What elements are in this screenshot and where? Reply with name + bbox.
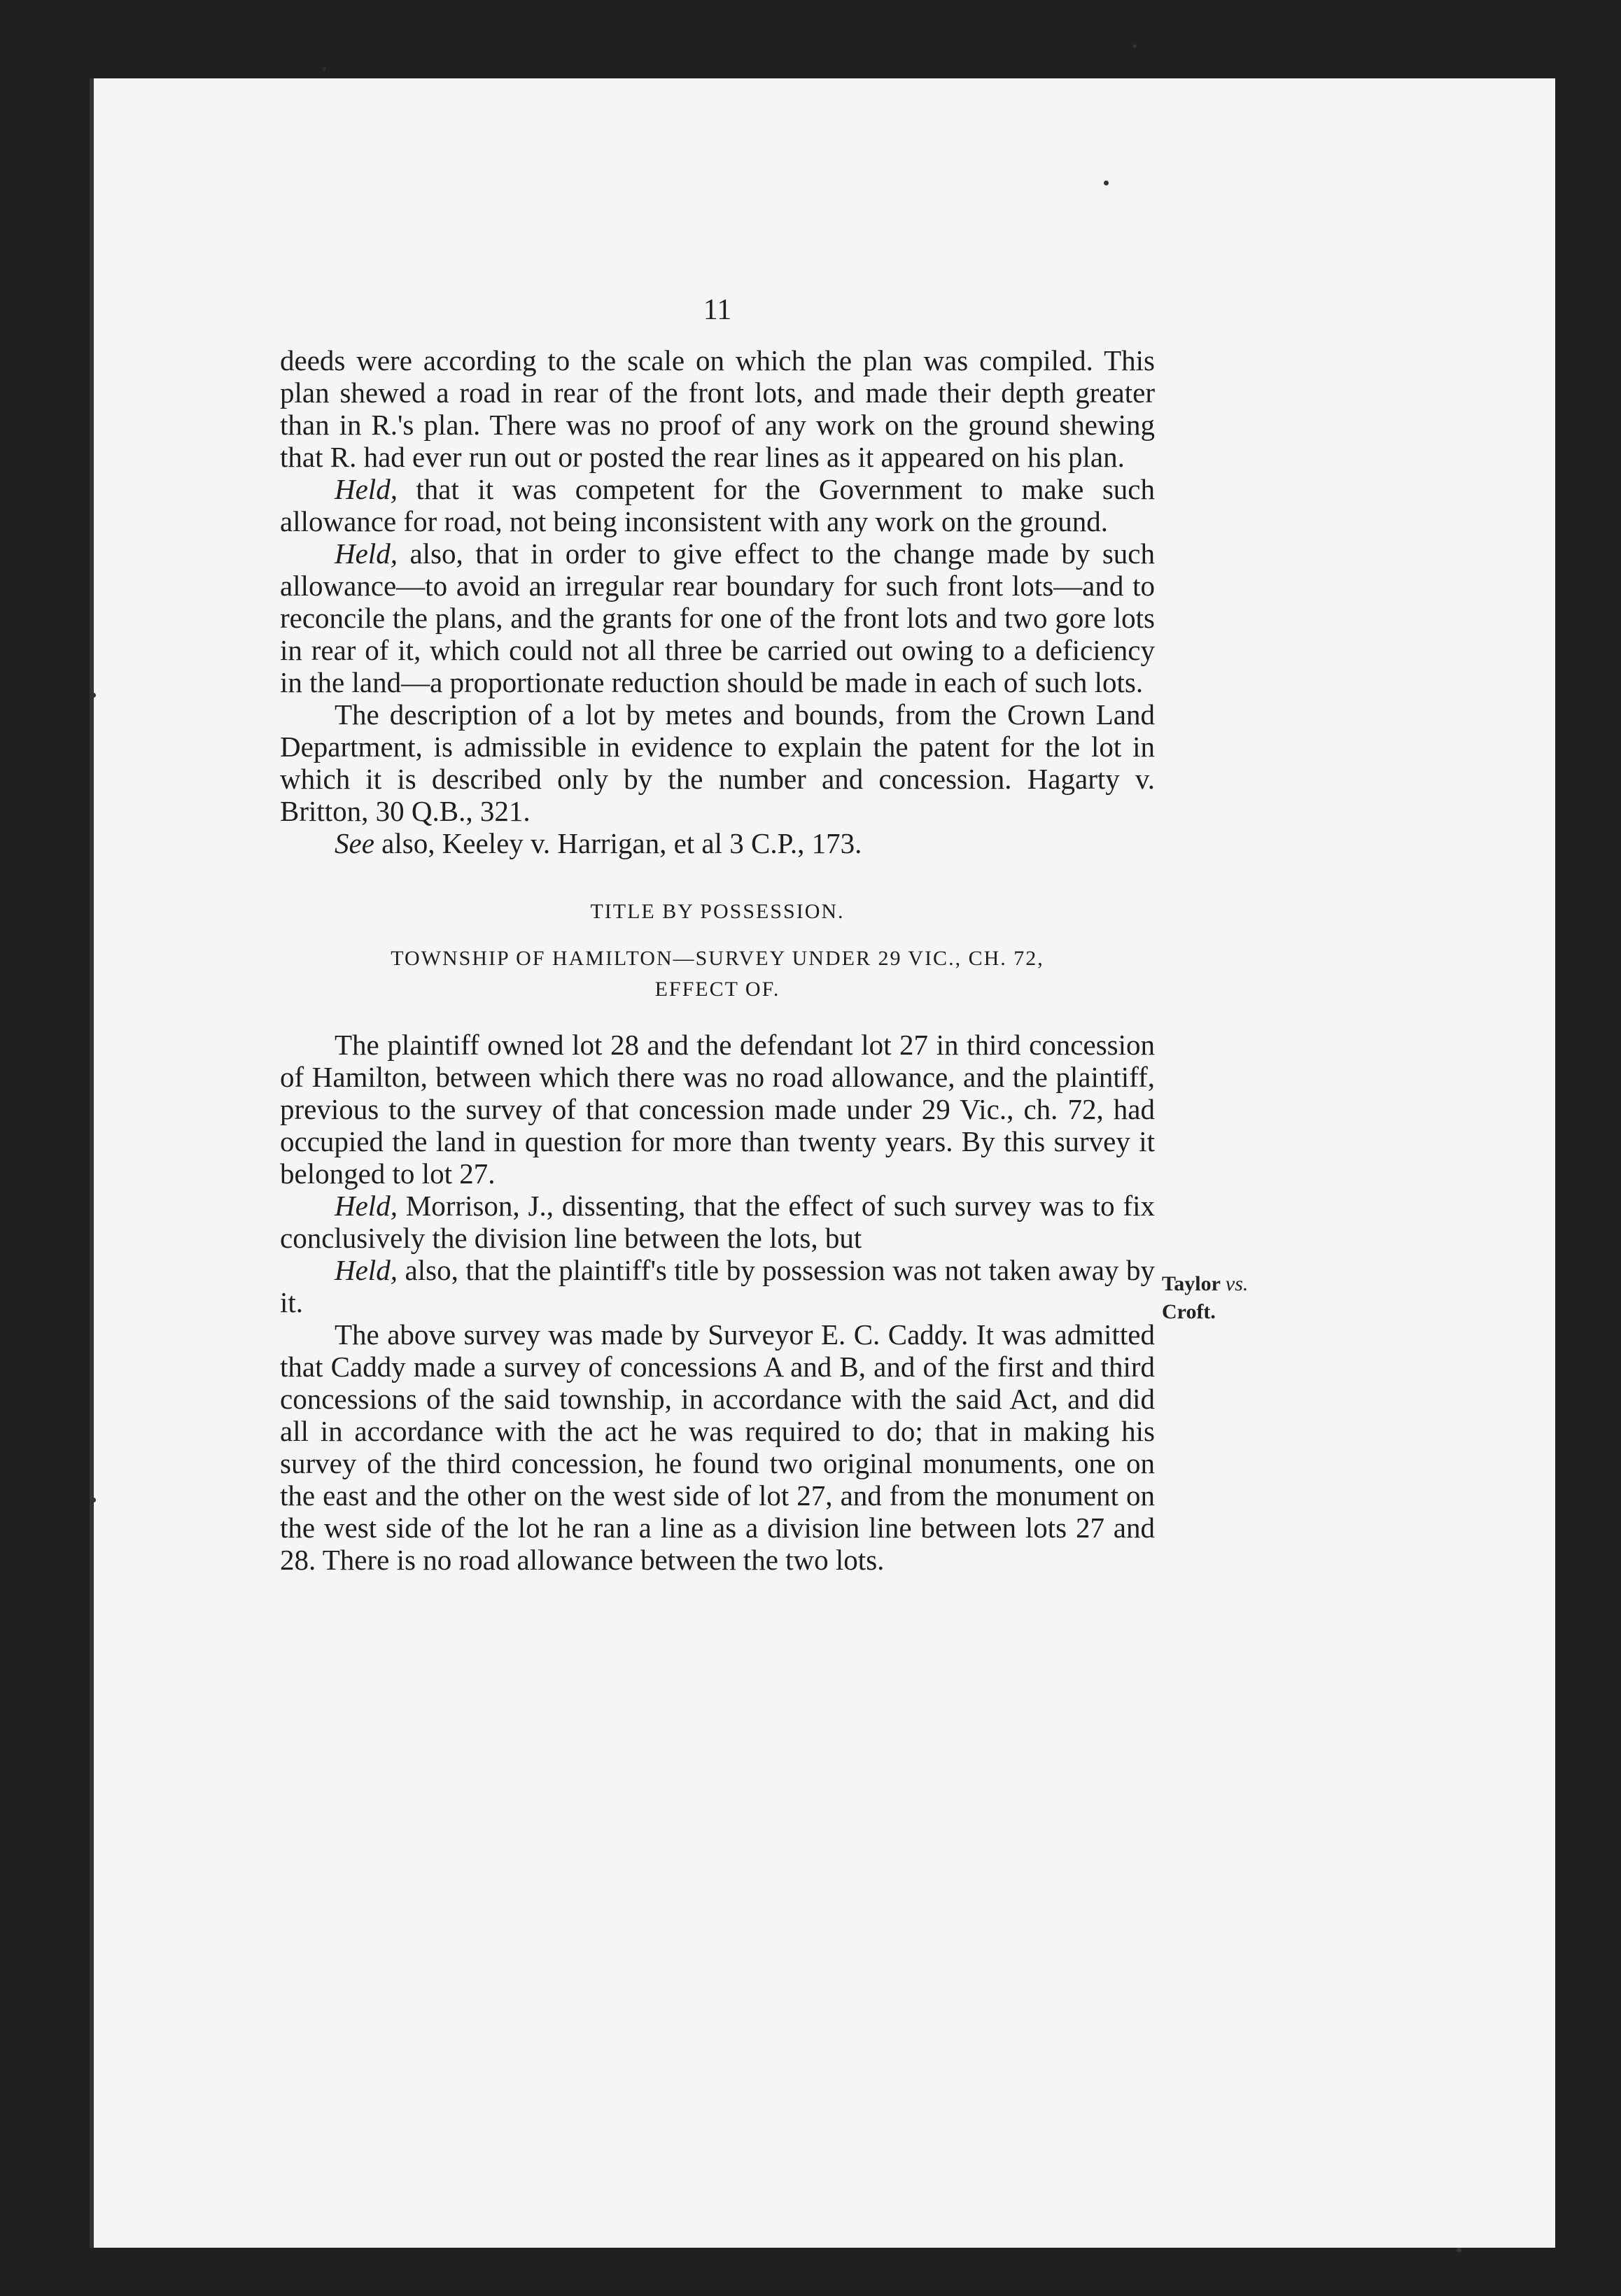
paragraph-text: The description of a lot by metes and bounds, from the Crown Land Department, is admissible in evidence to explain the patent for the lot in which it is described only by the number and concession. Hagarty v. Britton, 30 Q.B., 321. [280, 698, 1155, 827]
paragraph-text: also, that the plaintiff's title by possession was not taken away by it. [280, 1254, 1155, 1318]
paragraph [280, 537, 1155, 698]
bottom-paragraphs [280, 1029, 1155, 1576]
case-party-1: Taylor [1162, 1272, 1221, 1295]
paragraph [280, 698, 1155, 827]
paragraph [280, 473, 1155, 537]
subheading-line-2: EFFECT OF. [654, 978, 780, 1001]
page-text [280, 294, 1155, 1576]
page-number: 11 [703, 294, 732, 326]
paragraph-text: Morrison, J., dissenting, that the effect of such survey was to fix conclusively the division line between the lots, but [280, 1190, 1155, 1254]
top-paragraphs [280, 344, 1155, 859]
paragraph [280, 1029, 1155, 1190]
paragraph-text: also, Keeley v. Harrigan, et al 3 C.P., 173. [374, 827, 862, 859]
paragraph-text: that it was competent for the Government to make such allowance for road, not being inconsistent with any work on the ground. [280, 473, 1155, 537]
paragraph-lead: See [335, 827, 374, 859]
ink-speck [1104, 181, 1109, 185]
paragraph [280, 1318, 1155, 1576]
binding-mark [91, 693, 96, 698]
paragraph-lead: Held, [335, 1254, 398, 1286]
section-heading: TITLE BY POSSESSION. [590, 900, 845, 923]
paragraph-text: deeds were according to the scale on which the plan was compiled. This plan shewed a road in rear of the front lots, and made their depth greater than in R.'s plan. There was no proof of any work on the ground shewing that R. had ever run out or posted the rear lines as it appeared on his plan. [280, 344, 1155, 473]
paragraph-text: The plaintiff owned lot 28 and the defendant lot 27 in third concession of Hamilton, between which there was no road allowance, and the plaintiff, previous to the survey of that concession made under 29 Vic., ch. 72, had occupied the land in question for more than twenty years. By this survey it belonged to lot 27. [280, 1029, 1155, 1190]
case-party-2: Croft. [1162, 1300, 1216, 1323]
paragraph-lead: Held, [335, 473, 398, 505]
paragraph [280, 1190, 1155, 1254]
section-subheading [280, 943, 1155, 1005]
page-edge [90, 78, 94, 2248]
paragraph-text: The above survey was made by Surveyor E. C. Caddy. It was admitted that Caddy made a survey of concessions A and B, and of the first and third concessions of the said township, in accordance with the said Act, and did all in accordance with the act he was required to do; that in making his survey of the third concession, he found two original monuments, one on the east and the other on the west side of lot 27, and from the monument on the west side of the lot he ran a line as a division line between lots 27 and 28. There is no road allowance between the two lots. [280, 1318, 1155, 1576]
binding-mark [91, 1498, 96, 1502]
case-vs: vs. [1225, 1272, 1249, 1295]
paragraph [280, 827, 1155, 859]
paragraph-text: also, that in order to give effect to the change made by such allowance—to avoid an irregular rear boundary for such front lots—and to reconcile the plans, and the grants for one of the front lots and two gore lots in rear of it, which could not all three be carried out owing to a deficiency in the land—a proportionate reduction should be made in each of such lots. [280, 537, 1155, 698]
case-margin-note [1162, 1270, 1248, 1326]
paragraph-lead: Held, [335, 537, 398, 570]
paragraph [280, 1254, 1155, 1318]
paragraph-lead: Held, [335, 1190, 398, 1222]
subheading-line-1: TOWNSHIP OF HAMILTON—SURVEY UNDER 29 VIC., CH. 72, [391, 947, 1044, 970]
paragraph [280, 344, 1155, 473]
